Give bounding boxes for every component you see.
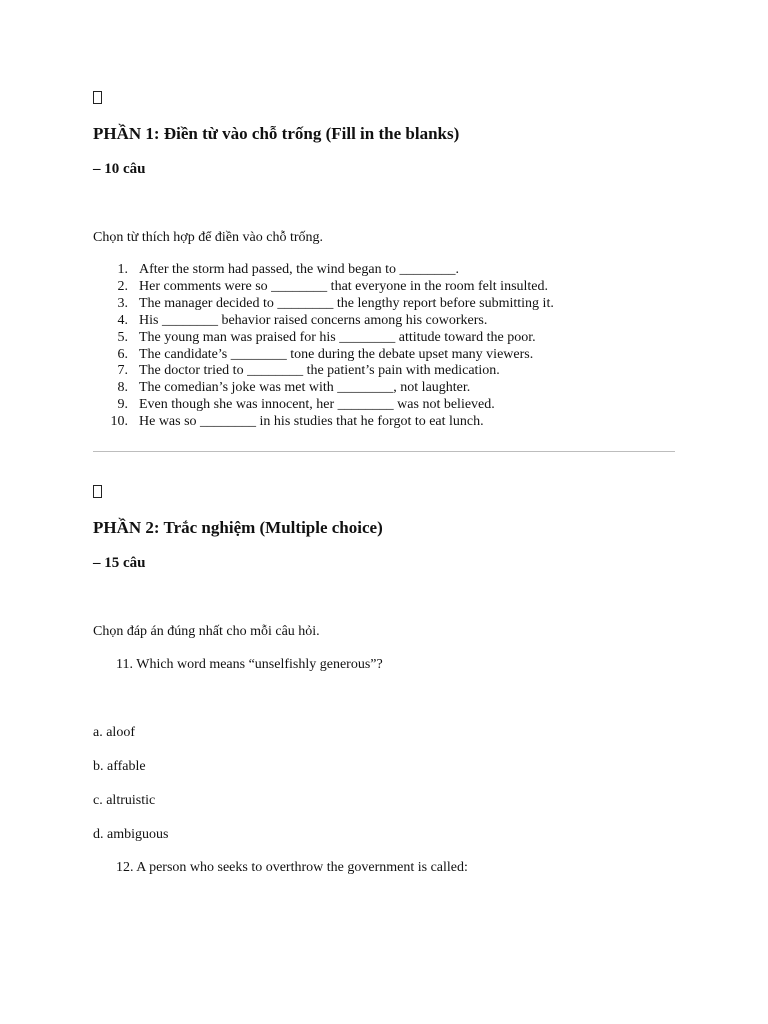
- list-item: [93, 279, 554, 296]
- list-item: [93, 330, 554, 347]
- section-2-instruction: Chọn đáp án đúng nhất cho mỗi câu hỏi.: [93, 624, 320, 639]
- question-12: 12. A person who seeks to overthrow the government is called:: [116, 860, 468, 875]
- item-number: 2.: [117, 278, 128, 294]
- question-11: 11. Which word means “unselfishly generous”?: [116, 657, 383, 672]
- section-divider: [93, 451, 675, 452]
- section-2-title: PHẦN 2: Trắc nghiệm (Multiple choice): [93, 518, 383, 537]
- item-text: The comedian’s joke was met with ________, not laughter.: [139, 380, 471, 396]
- item-text: The candidate’s ________ tone during the debate upset many viewers.: [139, 346, 534, 362]
- missing-glyph-icon: [93, 485, 102, 498]
- item-text: The young man was praised for his ________ attitude toward the poor.: [139, 329, 536, 345]
- item-text: He was so ________ in his studies that he forgot to eat lunch.: [139, 414, 484, 430]
- item-number: 6.: [117, 346, 128, 362]
- item-number: 4.: [117, 312, 128, 328]
- list-item: [93, 414, 554, 431]
- item-number: 7.: [117, 363, 128, 379]
- list-item: [93, 296, 554, 313]
- item-text: Her comments were so ________ that everyone in the room felt insulted.: [139, 278, 549, 294]
- section-1-count: – 10 câu: [93, 161, 146, 177]
- list-item: [93, 347, 554, 364]
- list-item: [93, 380, 554, 397]
- item-number: 8.: [117, 380, 128, 396]
- section-2-count: – 15 câu: [93, 555, 146, 571]
- list-item: [93, 363, 554, 380]
- list-item: [93, 262, 554, 279]
- item-number: 3.: [117, 295, 128, 311]
- option-c: c. altruistic: [93, 793, 156, 808]
- item-text: After the storm had passed, the wind began to ________.: [139, 262, 459, 277]
- section-1-instruction: Chọn từ thích hợp để điền vào chỗ trống.: [93, 230, 324, 245]
- fill-in-blank-list: [93, 262, 554, 431]
- list-item: [93, 397, 554, 414]
- section-1-title: PHẦN 1: Điền từ vào chỗ trống (Fill in the blanks): [93, 124, 460, 143]
- item-number: 1.: [117, 262, 128, 277]
- list-item: [93, 313, 554, 330]
- option-a: a. aloof: [93, 725, 135, 740]
- option-d: d. ambiguous: [93, 827, 169, 842]
- missing-glyph-icon: [93, 91, 102, 104]
- option-b: b. affable: [93, 759, 146, 774]
- item-text: His ________ behavior raised concerns among his coworkers.: [139, 312, 488, 328]
- item-number: 5.: [117, 329, 128, 345]
- item-text: The doctor tried to ________ the patient’s pain with medication.: [139, 363, 500, 379]
- item-text: The manager decided to ________ the lengthy report before submitting it.: [139, 295, 554, 311]
- item-text: Even though she was innocent, her ________ was not believed.: [139, 397, 495, 413]
- item-number: 9.: [117, 397, 128, 413]
- item-number: 10.: [110, 414, 128, 430]
